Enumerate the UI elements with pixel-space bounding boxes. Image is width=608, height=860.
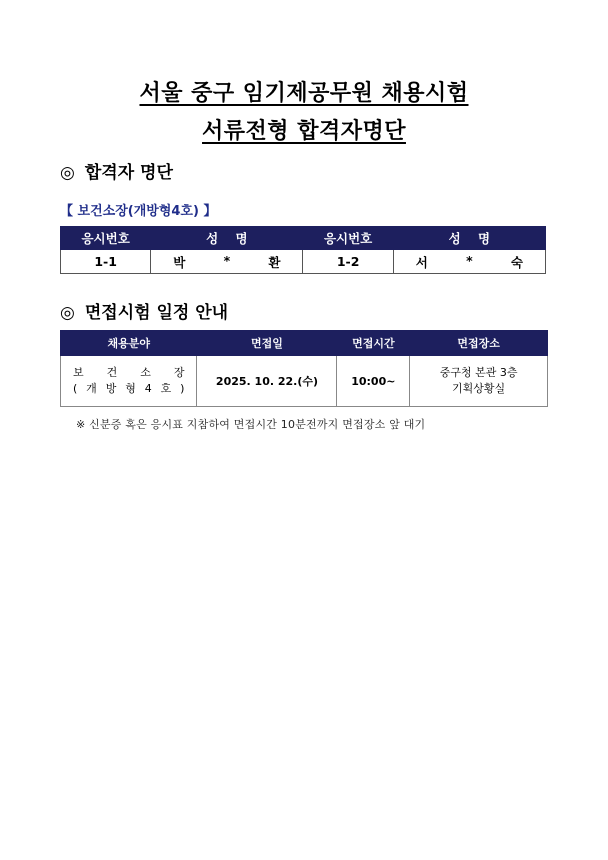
recruitment-field-cell (61, 356, 197, 407)
column-header: 성 명 (151, 227, 303, 250)
section-heading-text: 면접시험 일정 안내 (84, 303, 229, 323)
position-subheading: 【 보건소장(개방형4호) 】 (60, 204, 217, 219)
applicant-name-cell (393, 250, 545, 274)
double-circle-icon: ◎ (60, 303, 75, 323)
document-title-line2: 서류전형 합격자명단 (202, 119, 406, 144)
table-header-row (61, 331, 548, 356)
applicant-number: 1-2 (303, 250, 393, 274)
table-header-row (61, 227, 546, 250)
column-header: 면접장소 (410, 331, 548, 356)
column-header: 응시번호 (61, 227, 151, 250)
name-char: * (466, 252, 473, 268)
column-header: 응시번호 (303, 227, 393, 250)
document-title-line1: 서울 중구 임기제공무원 채용시험 (139, 81, 469, 106)
column-header: 채용분야 (61, 331, 197, 356)
notice-text: ※ 신분증 혹은 응시표 지참하여 면접시간 10분전까지 면접장소 앞 대기 (76, 418, 426, 431)
name-char: 서 (415, 254, 428, 270)
name-char: 환 (268, 254, 281, 270)
section-heading-text: 합격자 명단 (84, 163, 173, 183)
section-heading-interview (60, 298, 228, 323)
place-line2: 기획상황실 (452, 382, 506, 395)
table-row (61, 250, 546, 274)
interview-date: 2025. 10. 22.(수) (197, 356, 337, 407)
passers-table (60, 226, 546, 274)
name-char: 숙 (510, 254, 523, 270)
interview-schedule-table (60, 330, 548, 407)
name-char: * (223, 252, 231, 268)
column-header: 성 명 (393, 227, 545, 250)
place-line1: 중구청 본관 3층 (439, 366, 518, 379)
field-line1: 보 건 소 장 (73, 366, 185, 379)
double-circle-icon: ◎ (60, 163, 75, 183)
applicant-number: 1-1 (61, 250, 151, 274)
name-char: 박 (173, 254, 186, 270)
interview-time: 10:00~ (337, 356, 410, 407)
interview-place (410, 356, 548, 407)
column-header: 면접시간 (337, 331, 410, 356)
section-heading-passers (60, 158, 173, 183)
field-line2: ( 개 방 형 4 호 ) (73, 382, 185, 395)
applicant-name-cell (151, 250, 303, 274)
table-row (61, 356, 548, 407)
column-header: 면접일 (197, 331, 337, 356)
